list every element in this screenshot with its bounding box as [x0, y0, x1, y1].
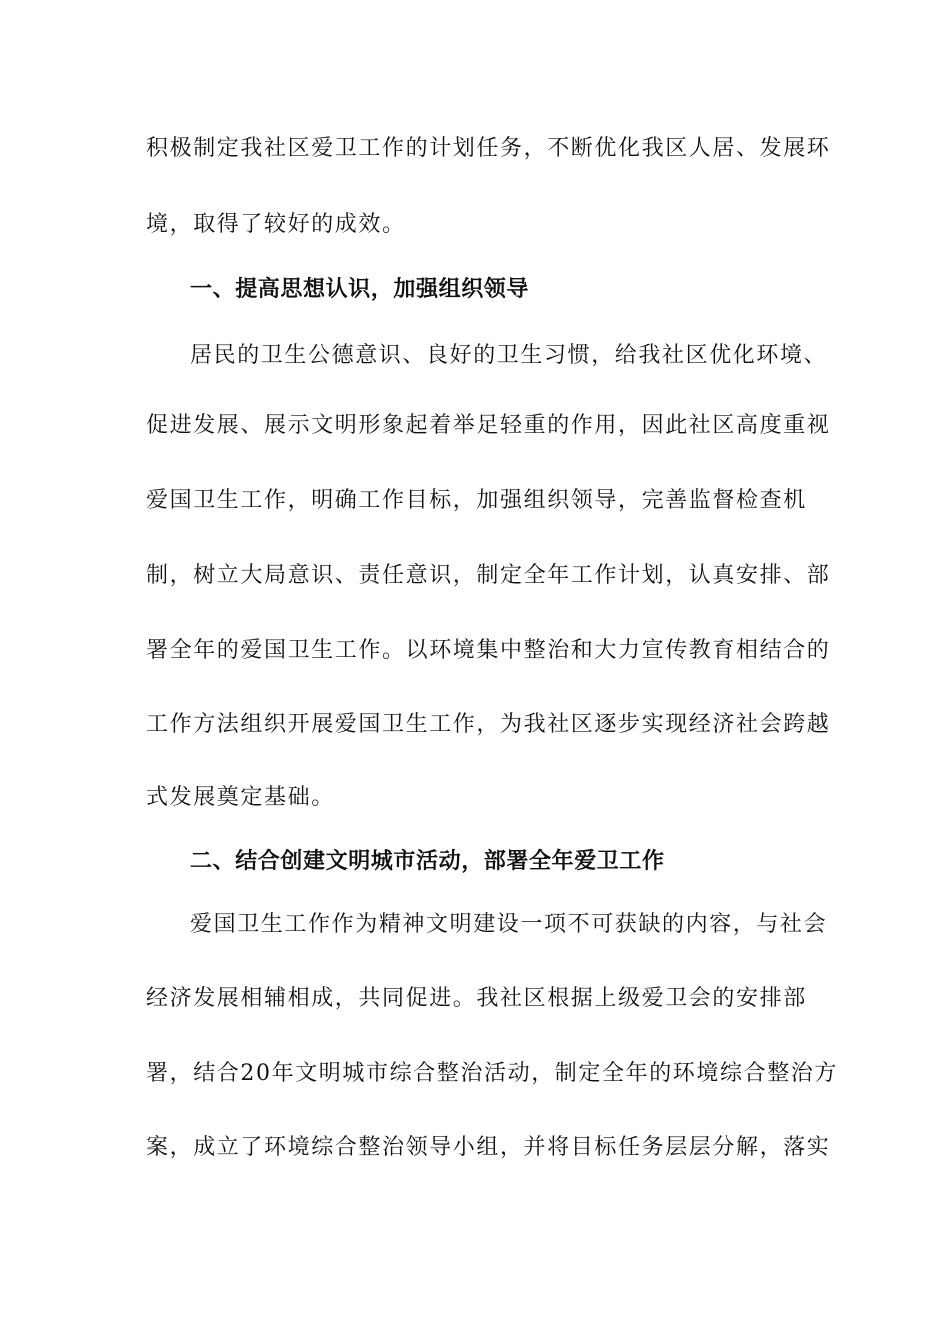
paragraph-line: 署，结合20年文明城市综合整治活动，制定全年的环境综合整治方	[146, 1061, 838, 1086]
paragraph-line: 促进发展、展示文明形象起着举足轻重的作用，因此社区高度重视	[146, 413, 831, 438]
paragraph-line: 案，成立了环境综合整治领导小组，并将目标任务层层分解，落实	[146, 1135, 831, 1160]
paragraph-line: 经济发展相辅相成，共同促进。我社区根据上级爱卫会的安排部	[146, 986, 807, 1011]
paragraph-line: 工作方法组织开展爱国卫生工作，为我社区逐步实现经济社会跨越	[146, 712, 831, 737]
paragraph-line: 制，树立大局意识、责任意识，制定全年工作计划，认真安排、部	[146, 563, 831, 588]
paragraph-line: 积极制定我社区爱卫工作的计划任务，不断优化我区人居、发展环	[146, 136, 831, 161]
paragraph-line: 爱国卫生工作，明确工作目标，加强组织领导，完善监督检查机	[146, 488, 807, 513]
section-heading-2: 二、结合创建文明城市活动，部署全年爱卫工作	[190, 849, 665, 874]
paragraph-line: 式发展奠定基础。	[146, 785, 335, 810]
paragraph-line: 爱国卫生工作作为精神文明建设一项不可获缺的内容，与社会	[190, 912, 828, 937]
paragraph-line: 境，取得了较好的成效。	[146, 212, 406, 237]
section-heading-1: 一、提高思想认识，加强组织领导	[190, 277, 530, 302]
paragraph-line: 居民的卫生公德意识、良好的卫生习惯，给我社区优化环境、	[190, 343, 828, 368]
paragraph-line: 署全年的爱国卫生工作。以环境集中整治和大力宣传教育相结合的	[146, 638, 831, 663]
